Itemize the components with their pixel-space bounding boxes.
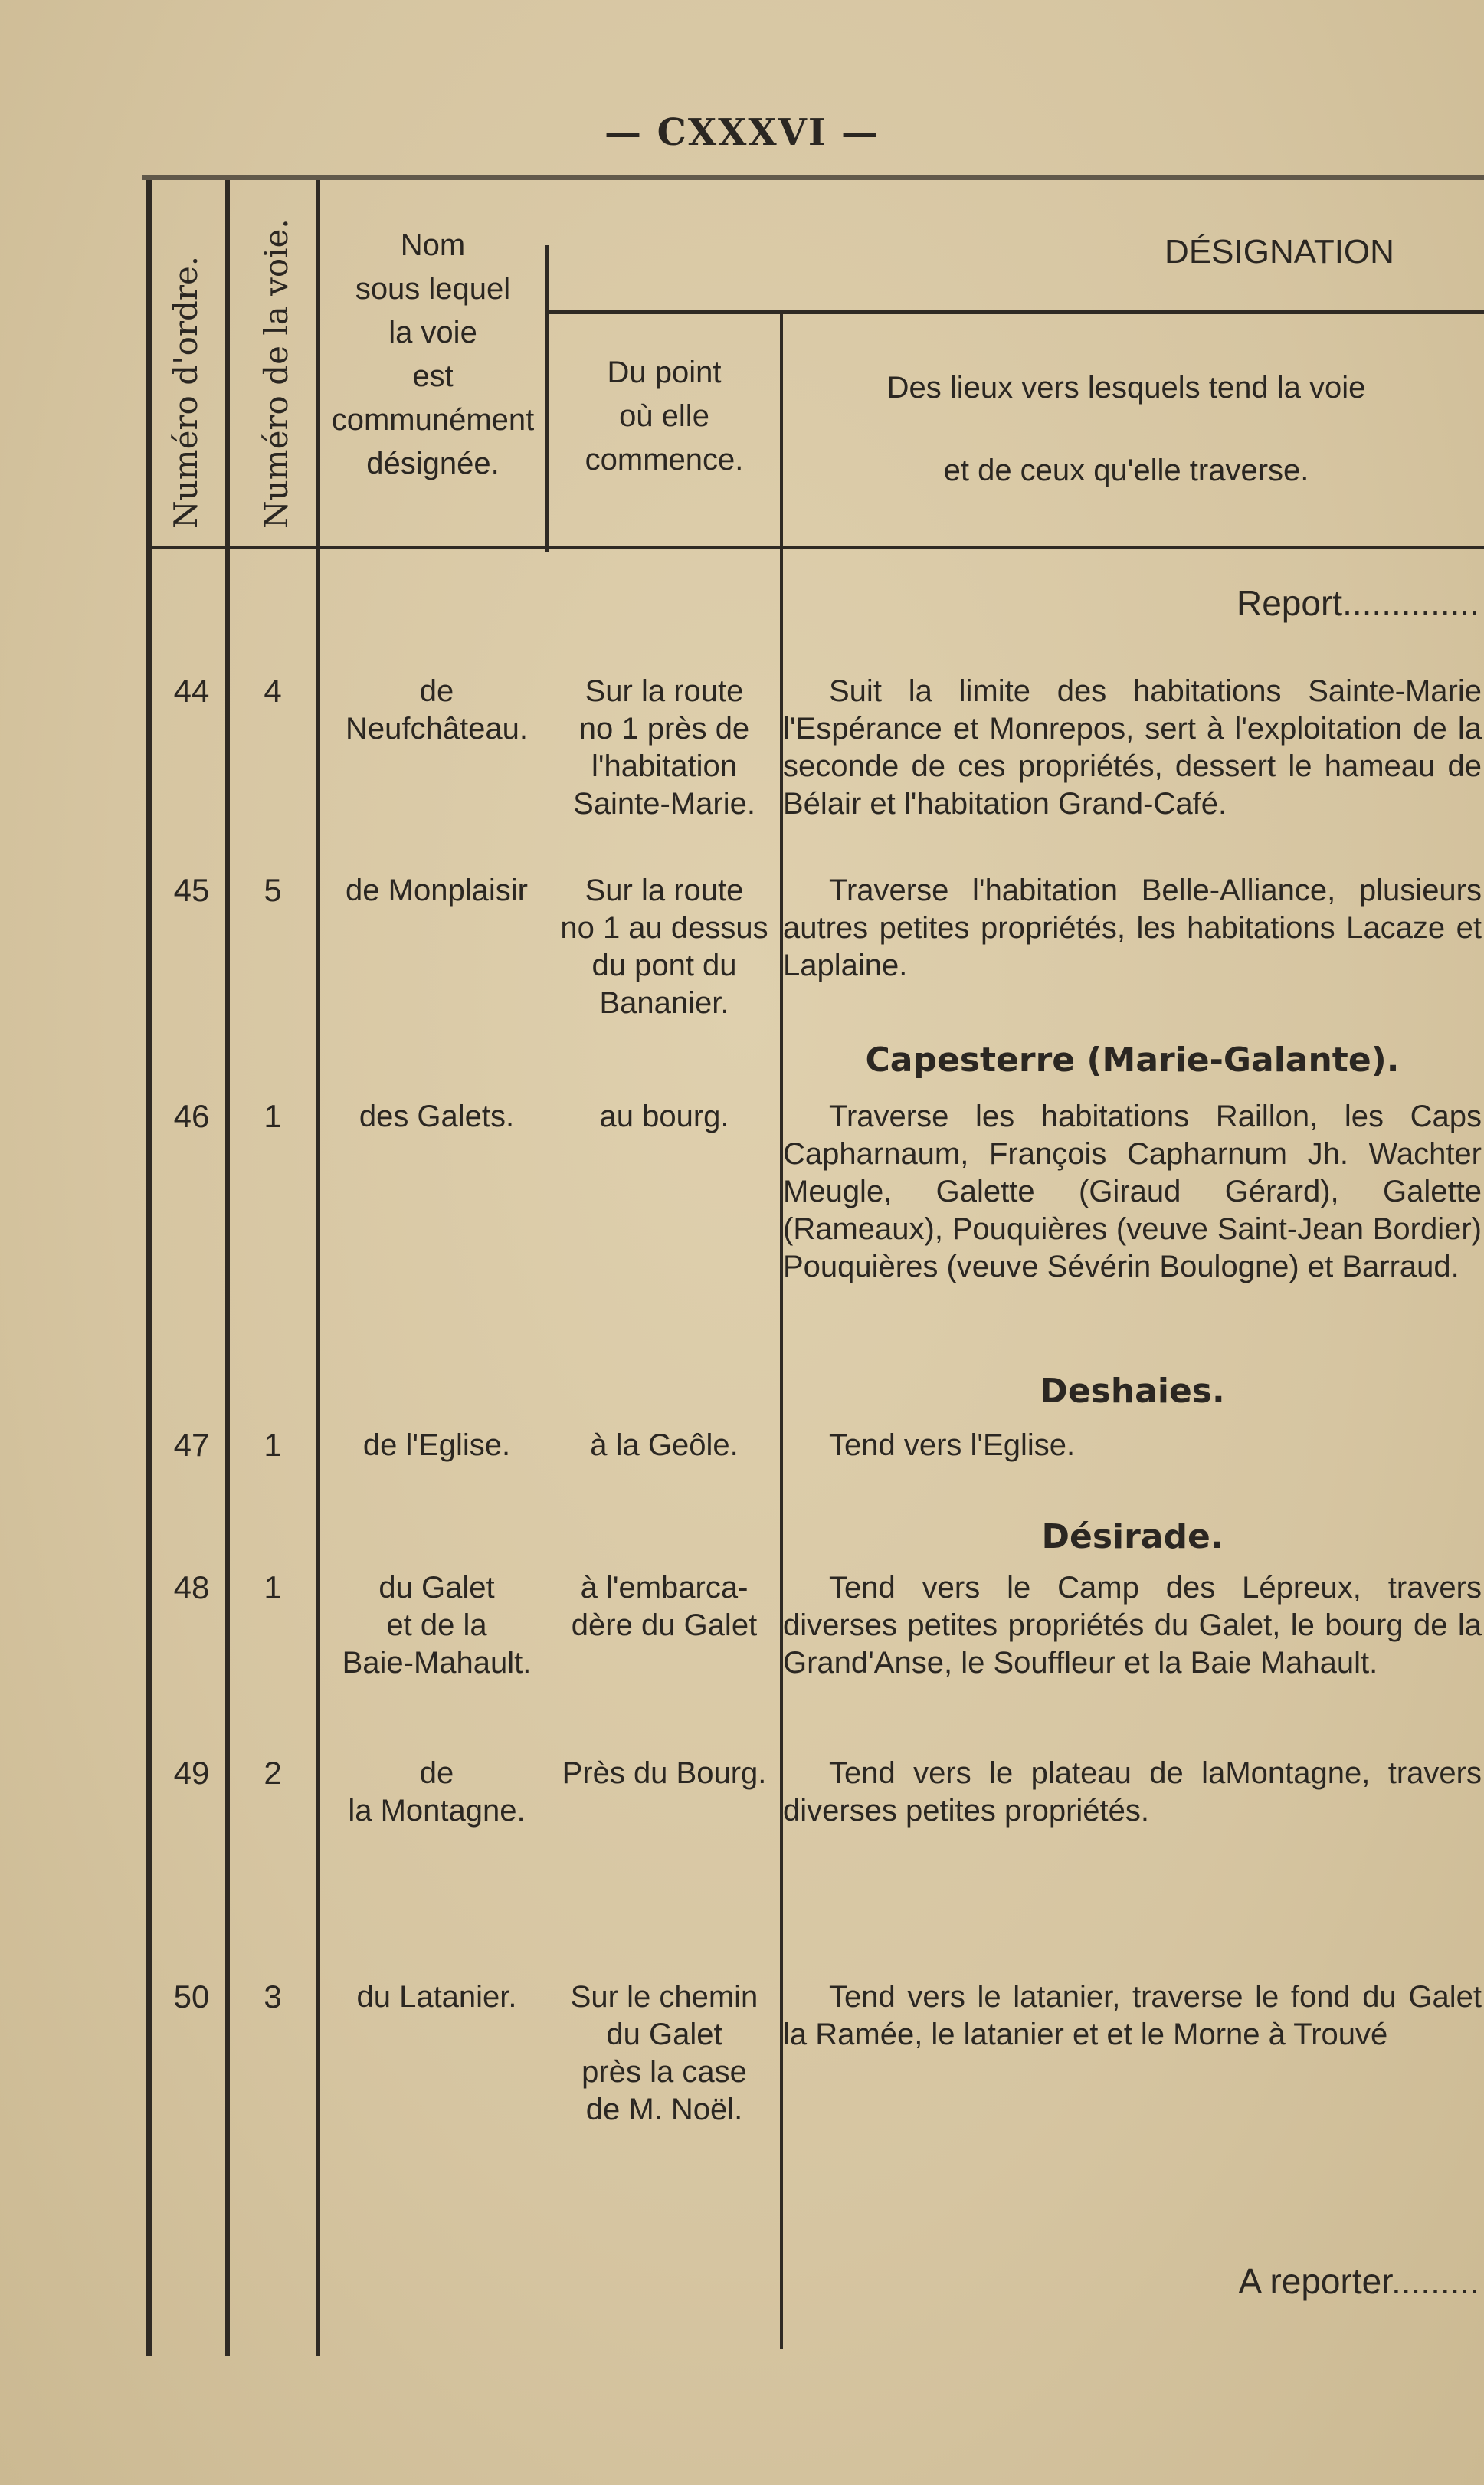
row-47-ordre: 47	[173, 1427, 210, 1463]
section-capesterre: Capesterre (Marie-Galante).	[865, 1041, 1400, 1080]
row-46-ordre: 46	[173, 1098, 210, 1134]
header-bottom-rule	[146, 546, 1484, 549]
section-desirade: Désirade.	[1041, 1517, 1224, 1556]
row-49-point-text: Près du Bourg.	[562, 1756, 767, 1790]
row-49-voie: 2	[264, 1755, 282, 1791]
row-47-nom-text: de l'Eglise.	[362, 1428, 511, 1462]
row-49-ordre: 49	[173, 1755, 210, 1791]
row-50-point-text: Sur le chemin du Galet près la case de M. Noël.	[570, 1980, 758, 2126]
row-45-desc: Traverse l'habitation Belle-Alliance, plusieurs autres petites propriétés, les habitations Lacaze et Laplaine.	[783, 874, 1482, 982]
column-header-point-text: Du point où elle commence.	[585, 356, 744, 477]
row-45-voie: 5	[264, 872, 282, 908]
column-header-nom-text: Nom sous lequel la voie est communément désignée.	[331, 228, 535, 480]
report-top: Report..............	[1237, 583, 1479, 623]
row-44-point-text: Sur la route no 1 près de l'habitation Sainte-Marie.	[573, 674, 755, 821]
row-47-point	[549, 1427, 780, 1464]
row-49-point	[549, 1755, 780, 1792]
row-45-nom	[322, 872, 552, 910]
row-49-nom-text: de la Montagne.	[348, 1756, 526, 1828]
row-48-nom-text: du Galet et de la Baie-Mahault.	[342, 1571, 532, 1680]
row-44-nom	[322, 673, 552, 748]
column-header-designation: DÉSIGNATION	[1165, 233, 1394, 270]
row-46-point-text: au bourg.	[599, 1100, 729, 1133]
row-48-voie: 1	[264, 1569, 282, 1605]
row-44-nom-text: de Neufchâteau.	[346, 674, 528, 746]
row-48-point	[549, 1569, 780, 1644]
column-divider-voie	[316, 180, 320, 2356]
row-45-point	[549, 872, 780, 1022]
top-double-rule	[142, 175, 1484, 180]
row-48-ordre: 48	[173, 1569, 210, 1605]
row-45-point-text: Sur la route no 1 au dessus du pont du Bananier.	[560, 874, 768, 1020]
report-bottom: A reporter.........	[1238, 2261, 1479, 2301]
row-48-desc: Tend vers le Camp des Lépreux, travers diverses petites propriétés du Galet, le bourg de la Grand'Anse, le Souffleur et la Baie Mahault.	[783, 1571, 1482, 1680]
column-divider-ordre	[225, 180, 230, 2356]
row-50-ordre: 50	[173, 1978, 210, 2015]
row-44-ordre: 44	[173, 673, 210, 709]
row-46-nom	[322, 1098, 552, 1136]
row-49-nom	[322, 1755, 552, 1830]
row-50-nom	[322, 1978, 552, 2016]
section-deshaies: Deshaies.	[1040, 1372, 1225, 1411]
row-44-voie: 4	[264, 673, 282, 709]
designation-underline	[545, 310, 1484, 314]
page-number-header: — CXXXVI —	[604, 111, 880, 154]
row-47-nom	[322, 1427, 552, 1464]
column-header-lieux-line2: et de ceux qu'elle traverse.	[943, 454, 1309, 487]
row-47-point-text: à la Geôle.	[590, 1428, 739, 1462]
row-46-point	[549, 1098, 780, 1136]
table-left-border	[146, 180, 152, 2356]
row-44-desc: Suit la limite des habitations Sainte-Marie l'Espérance et Monrepos, sert à l'exploitation de la seconde de ces propriétés, dessert le hameau de Bélair et l'habitation Grand-Café.	[783, 674, 1482, 821]
row-44-point	[549, 673, 780, 823]
row-48-nom	[322, 1569, 552, 1682]
row-49-desc: Tend vers le plateau de laMontagne, travers diverses petites propriétés.	[783, 1756, 1482, 1828]
row-50-desc: Tend vers le latanier, traverse le fond du Galet la Ramée, le latanier et et le Morne à Trouvé	[783, 1980, 1482, 2051]
column-header-lieux-line1: Des lieux vers lesquels tend la voie	[886, 371, 1366, 405]
column-header-nom	[320, 224, 545, 486]
row-48-point-text: à l'embarca- dère du Galet	[571, 1571, 758, 1642]
row-47-desc: Tend vers l'Eglise.	[829, 1428, 1076, 1462]
row-46-voie: 1	[264, 1098, 282, 1134]
row-45-nom-text: de Monplaisir	[346, 874, 528, 907]
column-header-ordre: Numéro d'ordre.	[167, 255, 205, 529]
row-50-nom-text: du Latanier.	[356, 1980, 517, 2014]
row-45-ordre: 45	[173, 872, 210, 908]
row-47-voie: 1	[264, 1427, 282, 1463]
column-header-point	[549, 351, 780, 482]
row-46-nom-text: des Galets.	[359, 1100, 515, 1133]
row-50-point	[549, 1978, 780, 2129]
row-50-voie: 3	[264, 1978, 282, 2015]
row-46-desc: Traverse les habitations Raillon, les Caps Capharnaum, François Capharnum Jh. Wachter Meugle, Galette (Giraud Gérard), Galette (Rameaux), Pouquières (veuve Saint-Jean Bordier) Pouquières (veuve Sévérin Boulogne) et Barraud.	[783, 1100, 1482, 1283]
column-header-voie: Numéro de la voie.	[257, 218, 295, 529]
